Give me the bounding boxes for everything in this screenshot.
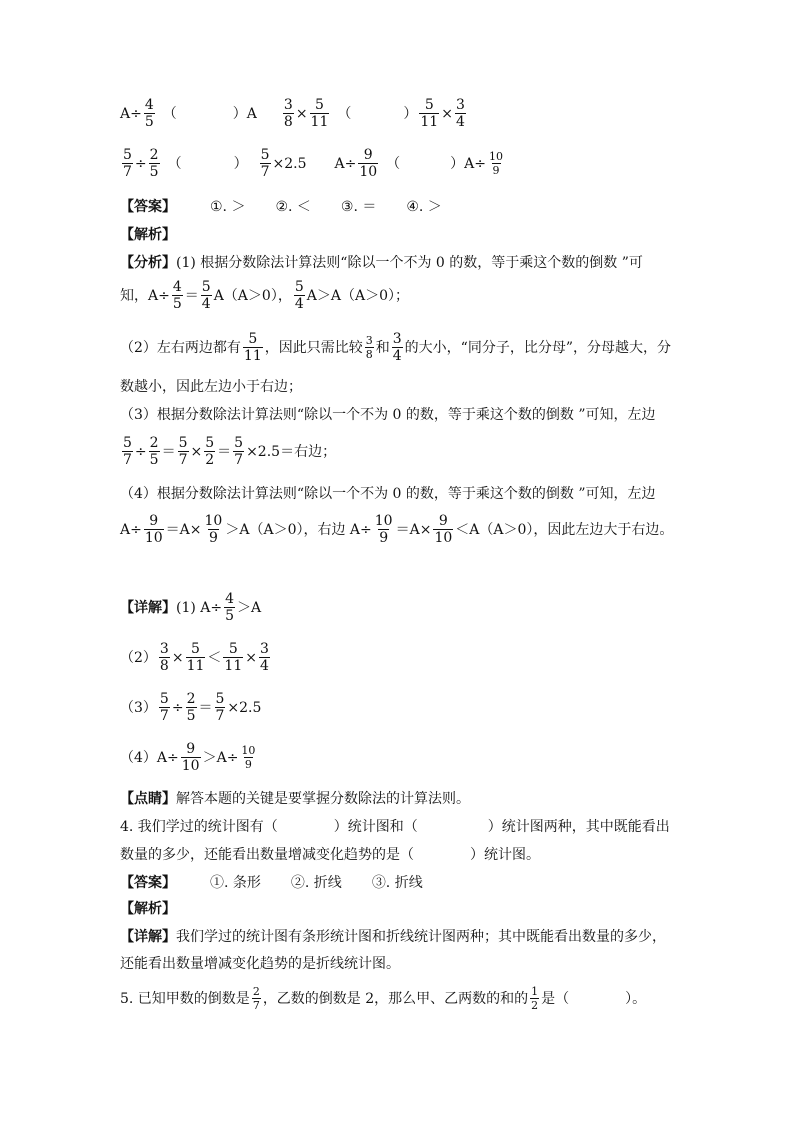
numerator: 9 xyxy=(186,741,196,757)
fraction xyxy=(201,280,212,311)
numerator: 5 xyxy=(159,691,169,707)
denominator: 9 xyxy=(492,164,500,177)
fraction xyxy=(178,436,189,467)
numerator: 10 xyxy=(241,744,256,757)
answer-item: ③. 折线 xyxy=(371,875,423,891)
numerator: 9 xyxy=(363,147,373,163)
numerator: 5 xyxy=(178,435,188,451)
fraction xyxy=(455,98,466,129)
numerator: 5 xyxy=(248,331,258,347)
numerator: 10 xyxy=(374,513,393,529)
q3-xj1 xyxy=(120,592,261,623)
numerator: 9 xyxy=(438,513,448,529)
fraction xyxy=(374,514,394,545)
numerator: 3 xyxy=(259,641,269,657)
denominator: 8 xyxy=(365,348,373,361)
text: 我们学过的统计图有条形统计图和折线统计图两种；其中既能看出数量的多少， xyxy=(176,929,666,945)
denominator: 11 xyxy=(243,348,262,364)
answer-item: ②. 折线 xyxy=(290,875,342,891)
answer-item: ①. ＞ xyxy=(210,199,246,215)
fraction xyxy=(488,151,504,176)
q5-line xyxy=(120,986,646,1011)
q3-dianjing xyxy=(120,792,470,806)
fraction xyxy=(186,642,206,673)
dianjing-tag: 【点睛】 xyxy=(120,791,176,807)
fraction xyxy=(223,642,243,673)
fraction xyxy=(530,986,539,1011)
question-text: 数量的多少，还能看出数量增减变化趋势的是（ ）统计图。 xyxy=(120,847,540,863)
denominator: 7 xyxy=(123,164,132,180)
q3-fenxi-2 xyxy=(120,332,671,363)
denominator: 7 xyxy=(260,164,270,180)
denominator: 11 xyxy=(310,114,329,130)
numerator: 4 xyxy=(144,97,154,113)
numerator: 5 xyxy=(294,279,304,295)
paren-close: ） xyxy=(233,155,248,172)
denominator: 5 xyxy=(149,164,159,180)
op: ÷ xyxy=(171,699,184,716)
denominator: 10 xyxy=(181,758,200,774)
numerator: 4 xyxy=(172,279,182,295)
text: 数越小，因此左边小于右边； xyxy=(120,379,302,395)
text: A＞A（A＞0）； xyxy=(306,287,409,304)
denominator: 11 xyxy=(224,658,243,674)
text: ＞A（A＞0），右边 A÷ xyxy=(225,521,372,538)
fraction xyxy=(233,436,244,467)
denominator: 4 xyxy=(259,658,269,674)
fraction xyxy=(159,642,170,673)
numerator: 5 xyxy=(234,435,244,451)
fraction xyxy=(243,332,263,363)
numerator: 9 xyxy=(149,513,159,529)
text: （3） xyxy=(120,699,157,716)
denominator: 7 xyxy=(123,452,132,468)
answer-item: ②. ＜ xyxy=(275,199,311,215)
denominator: 5 xyxy=(172,296,182,312)
fraction xyxy=(172,280,183,311)
q4-line2 xyxy=(120,848,540,862)
denominator: 7 xyxy=(234,452,244,468)
q4-answer xyxy=(120,876,423,890)
q3-fenxi-1a xyxy=(120,256,643,270)
text: 解答本题的关键是要掌握分数除法的计算法则。 xyxy=(176,791,470,807)
numerator: 5 xyxy=(315,97,324,113)
q3-fenxi-3b xyxy=(120,436,336,467)
denominator: 2 xyxy=(205,452,215,468)
q3-analysis-tag-line xyxy=(120,228,180,242)
numerator: 2 xyxy=(149,147,159,163)
numerator: 5 xyxy=(260,147,270,163)
op: ÷ xyxy=(134,155,147,172)
text: (1) 根据分数除法计算法则“除以一个不为 0 的数，等于乘这个数的倒数 ”可 xyxy=(176,255,643,271)
numerator: 2 xyxy=(149,435,159,451)
op: ＝ xyxy=(217,443,232,460)
fraction xyxy=(159,692,170,723)
fraction xyxy=(149,436,160,467)
fraction xyxy=(122,148,133,179)
xiangjie-tag: 【详解】 xyxy=(120,929,176,945)
denominator: 5 xyxy=(186,708,196,724)
paren-open: （ xyxy=(386,155,401,172)
numerator: 2 xyxy=(186,691,196,707)
op: × xyxy=(295,105,308,122)
numerator: 1 xyxy=(531,985,539,998)
fraction xyxy=(144,514,164,545)
q3-xj3 xyxy=(120,692,261,723)
numerator: 5 xyxy=(215,691,225,707)
question-text: 是（ ）。 xyxy=(541,990,647,1007)
fraction xyxy=(358,148,378,179)
question-text: 5. 已知甲数的倒数是 xyxy=(120,990,250,1007)
denominator: 7 xyxy=(159,708,169,724)
text: ，因此只需比较 xyxy=(264,339,363,356)
fraction xyxy=(260,148,271,179)
numerator: 5 xyxy=(191,641,200,657)
text: A÷ xyxy=(334,155,357,172)
denominator: 4 xyxy=(392,348,402,364)
q3-fenxi-1b xyxy=(120,280,409,311)
denominator: 9 xyxy=(208,530,218,546)
paren-close: ）A xyxy=(232,105,257,122)
fraction xyxy=(224,592,235,623)
denominator: 11 xyxy=(186,658,205,674)
denominator: 10 xyxy=(144,530,163,546)
q3-row2 xyxy=(120,148,506,179)
fraction xyxy=(240,745,256,770)
q3-row1 xyxy=(120,98,468,129)
fraction xyxy=(204,514,224,545)
text: 的大小，“同分子，比分母”，分母越大，分 xyxy=(404,339,671,356)
text: A÷ xyxy=(120,105,142,122)
answer-item: ④. ＞ xyxy=(406,199,442,215)
numerator: 4 xyxy=(225,591,235,607)
text: ×2.5 xyxy=(272,155,307,172)
paren-open: （ xyxy=(167,155,182,172)
fraction xyxy=(149,148,160,179)
fraction xyxy=(392,332,403,363)
numerator: 10 xyxy=(204,513,223,529)
text: ＞A xyxy=(237,599,262,616)
fraction xyxy=(181,742,201,773)
q4-analysis xyxy=(120,902,180,916)
fraction xyxy=(186,692,197,723)
numerator: 10 xyxy=(489,150,504,163)
denominator: 11 xyxy=(420,114,439,130)
answer-tag: 【答案】 xyxy=(120,875,176,891)
paren-open: （ xyxy=(337,105,352,122)
fraction xyxy=(204,436,215,467)
fraction xyxy=(310,98,330,129)
analysis-tag: 【解析】 xyxy=(120,901,176,917)
numerator: 5 xyxy=(201,279,211,295)
text: （3）根据分数除法计算法则“除以一个不为 0 的数，等于乘这个数的倒数 ”可知，左边 xyxy=(120,407,656,423)
denominator: 4 xyxy=(294,296,304,312)
paren-open: （ xyxy=(162,105,177,122)
op: × xyxy=(441,105,453,122)
fraction xyxy=(294,280,305,311)
numerator: 5 xyxy=(123,147,132,163)
paren-close: ）A÷ xyxy=(450,155,487,172)
q3-xj2 xyxy=(120,642,272,673)
paren-close: ） xyxy=(403,105,418,122)
answer-item: ①. 条形 xyxy=(210,875,261,891)
fraction xyxy=(283,98,294,129)
question-text: ，乙数的倒数是 2，那么甲、乙两数的和的 xyxy=(262,990,529,1007)
text: ＝A× xyxy=(395,521,432,538)
numerator: 5 xyxy=(228,641,238,657)
denominator: 8 xyxy=(159,658,169,674)
text: A（A＞0）， xyxy=(213,287,292,304)
fenxi-tag: 【分析】 xyxy=(120,255,176,271)
answer-tag: 【答案】 xyxy=(120,199,176,215)
text: (1) A÷ xyxy=(176,599,223,616)
answer-item: ③. ＝ xyxy=(340,199,377,215)
text: （4）根据分数除法计算法则“除以一个不为 0 的数，等于乘这个数的倒数 ”可知，左边 xyxy=(120,486,656,502)
denominator: 10 xyxy=(434,530,453,546)
numerator: 5 xyxy=(424,97,434,113)
denominator: 7 xyxy=(252,999,260,1012)
fraction xyxy=(252,986,261,1011)
numerator: 5 xyxy=(205,435,215,451)
numerator: 3 xyxy=(455,97,465,113)
op: × xyxy=(171,649,184,666)
denominator: 2 xyxy=(531,999,539,1012)
denominator: 5 xyxy=(225,608,235,624)
analysis-tag: 【解析】 xyxy=(120,227,176,243)
text: 还能看出数量增减变化趋势的是折线统计图。 xyxy=(120,956,400,972)
q3-fenxi-4b xyxy=(120,514,673,545)
denominator: 7 xyxy=(215,708,225,724)
q3-fenxi-4a xyxy=(120,487,655,501)
op: ＝ xyxy=(198,699,213,716)
numerator: 2 xyxy=(252,985,260,998)
op: × xyxy=(190,443,203,460)
op: × xyxy=(245,649,257,666)
text: ＜A（A＞0），因此左边大于右边。 xyxy=(455,521,674,538)
op: ÷ xyxy=(134,443,147,460)
q3-fenxi-2b xyxy=(120,380,302,394)
numerator: 3 xyxy=(365,334,373,347)
text: A÷ xyxy=(120,521,142,538)
q3-fenxi-3a xyxy=(120,408,655,422)
text: （2）左右两边都有 xyxy=(120,339,241,356)
denominator: 9 xyxy=(379,530,389,546)
denominator: 7 xyxy=(178,452,188,468)
q3-answer xyxy=(120,200,442,214)
denominator: 5 xyxy=(149,452,159,468)
fraction xyxy=(365,335,374,360)
fraction xyxy=(419,98,439,129)
text: ＞A÷ xyxy=(202,749,239,766)
denominator: 5 xyxy=(144,114,154,130)
text: ×2.5 xyxy=(227,699,262,716)
q4-xiangjie-1 xyxy=(120,930,666,944)
xiangjie-tag: 【详解】 xyxy=(120,599,176,616)
denominator: 9 xyxy=(244,758,252,771)
fraction xyxy=(215,692,226,723)
text: ＝A× xyxy=(165,521,202,538)
fraction xyxy=(122,436,133,467)
op: ＝ xyxy=(184,287,199,304)
fraction xyxy=(433,514,453,545)
q4-line1 xyxy=(120,820,670,834)
fraction xyxy=(144,98,155,129)
numerator: 3 xyxy=(283,97,293,113)
denominator: 4 xyxy=(201,296,211,312)
fraction xyxy=(259,642,270,673)
text: 和 xyxy=(375,339,390,356)
q3-xj4 xyxy=(120,742,258,773)
text: ×2.5＝右边； xyxy=(246,443,337,460)
text: 知，A÷ xyxy=(120,287,170,304)
denominator: 10 xyxy=(359,164,378,180)
op: ＝ xyxy=(161,443,176,460)
denominator: 8 xyxy=(283,114,293,130)
q4-xiangjie-2 xyxy=(120,957,400,971)
op: ＜ xyxy=(207,649,222,666)
question-text: 4. 我们学过的统计图有（ ）统计图和（ ）统计图两种，其中既能看出 xyxy=(120,819,670,835)
text: （4）A÷ xyxy=(120,749,179,766)
denominator: 4 xyxy=(455,114,465,130)
numerator: 3 xyxy=(159,641,169,657)
numerator: 5 xyxy=(123,435,132,451)
text: （2） xyxy=(120,649,157,666)
numerator: 3 xyxy=(392,331,402,347)
